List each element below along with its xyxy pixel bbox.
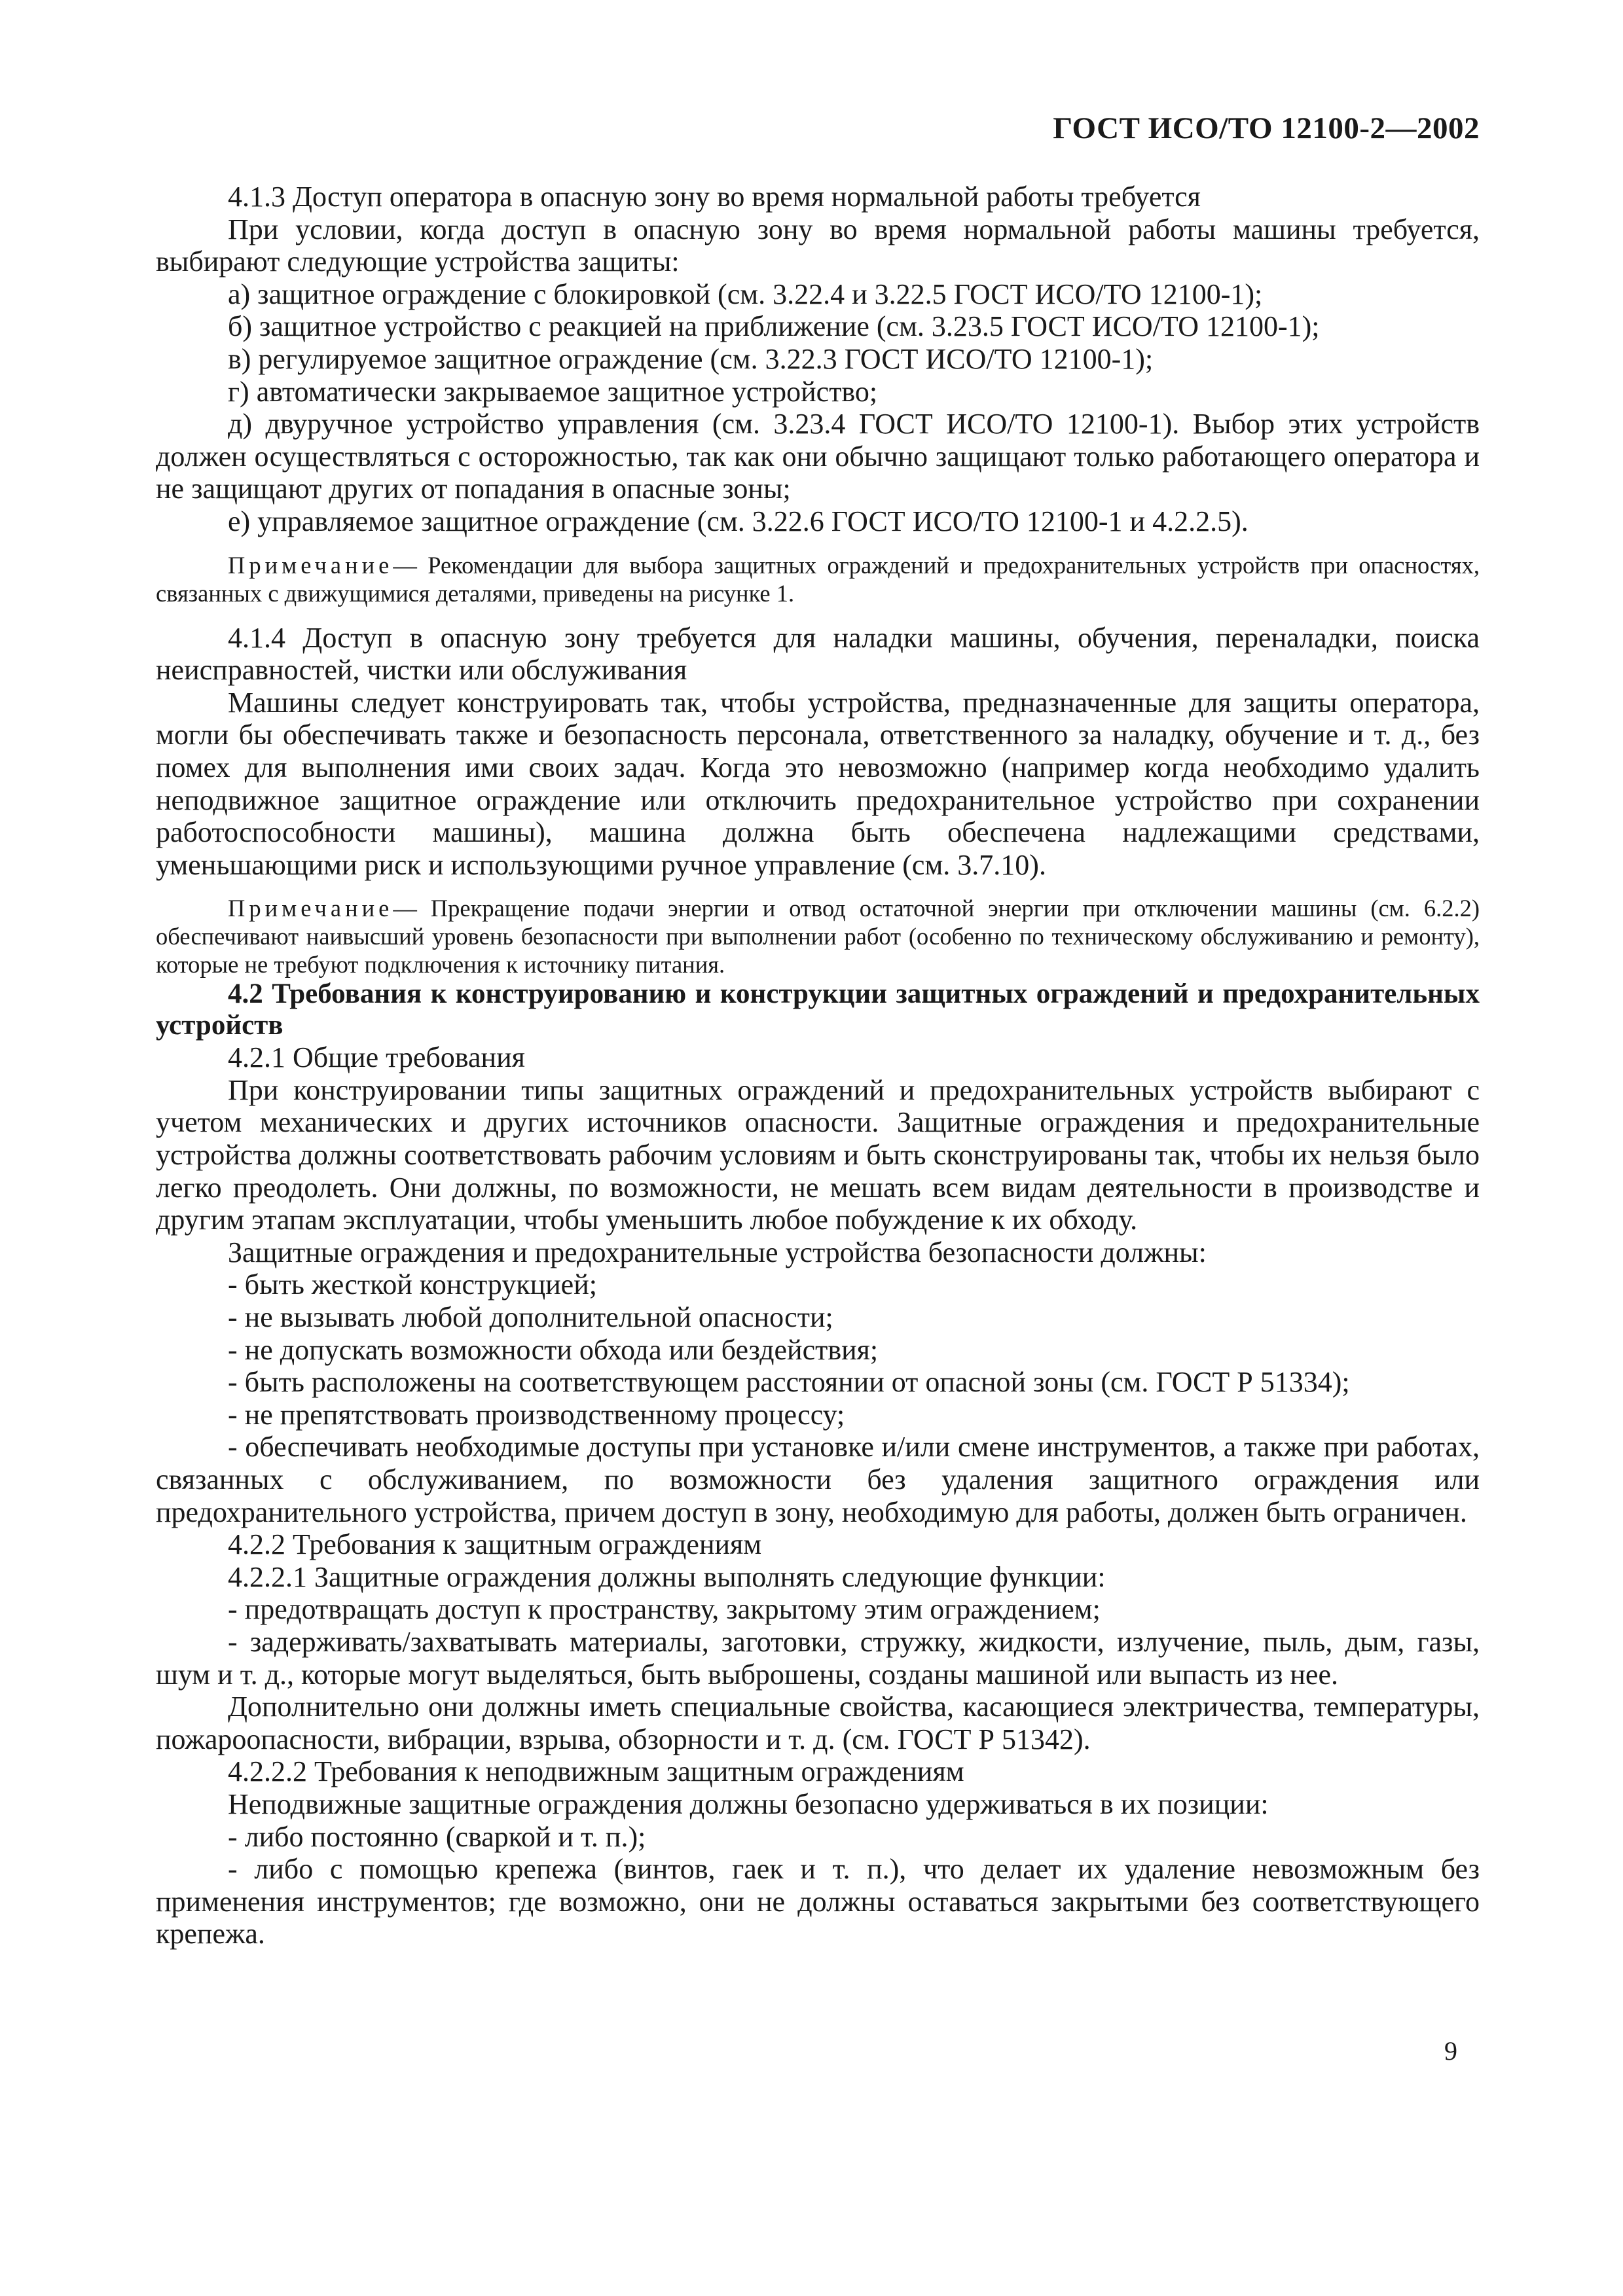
clause-4-2-2-1-extra: Дополнительно они должны иметь специальные свойства, касающиеся электричества, температуры, пожароопасности, вибрации, взрыва, обзорности и т. д. (см. ГОСТ Р 51342).	[156, 1691, 1480, 1755]
clause-4-1-4-body: Машины следует конструировать так, чтобы устройства, предназначенные для защиты оператора, могли бы обеспечивать также и безопасность персонала, ответственного за наладку, обучение и т. д., без помех для выполнения ими своих задач. Когда это невозможно (например когда необходимо удалить неподвижное защитное ограждение или отключить предохранительное устройство при сохранении работоспособности машины), машина должна быть обеспечена надлежащими средствами, уменьшающими риск и использующими ручное управление (см. 3.7.10).	[156, 686, 1480, 881]
list-item: е) управляемое защитное ограждение (см. 3.22.6 ГОСТ ИСО/ТО 12100-1 и 4.2.2.5).	[228, 505, 1249, 537]
note-4-1-4	[156, 894, 1480, 978]
clause-4-2-2-title: 4.2.2 Требования к защитным ограждениям	[228, 1528, 762, 1561]
list-item: а) защитное ограждение с блокировкой (см. 3.22.4 и 3.22.5 ГОСТ ИСО/ТО 12100-1);	[228, 278, 1263, 310]
clause-4-1-4-heading: 4.1.4 Доступ в опасную зону требуется для наладки машины, обучения, переналадки, поиска неисправностей, чистки или обслуживания	[156, 621, 1480, 687]
list-item: - либо с помощью крепежа (винтов, гаек и т. п.), что делает их удаление невозможным без применения инструментов; где возможно, они не должны оставаться закрытыми без соответствующего крепежа.	[156, 1853, 1480, 1950]
list-item: б) защитное устройство с реакцией на приближение (см. 3.23.5 ГОСТ ИСО/ТО 12100-1);	[228, 310, 1320, 343]
clause-4-1-3-heading: 4.1.3 Доступ оператора в опасную зону во время нормальной работы требуется	[228, 181, 1201, 213]
list-item: - не допускать возможности обхода или бездействия;	[228, 1333, 879, 1366]
section-4-2-heading: 4.2 Требования к конструированию и конструкции защитных ограждений и предохранительных устройств	[156, 978, 1480, 1041]
note-label: Примечание	[228, 551, 393, 579]
list-item: - не препятствовать производственному процессу;	[228, 1398, 845, 1431]
list-item: - либо постоянно (сваркой и т. п.);	[228, 1820, 646, 1853]
clause-4-2-1-list-intro: Защитные ограждения и предохранительные устройства безопасности должны:	[228, 1236, 1207, 1268]
list-item: - обеспечивать необходимые доступы при установке и/или смене инструментов, а также при работах, связанных с обслуживанием, по возможности без удаления защитного ограждения или предохранительного устройства, причем доступ в зону, необходимую для работы, должен быть ограничен.	[156, 1431, 1480, 1528]
list-item: в) регулируемое защитное ограждение (см. 3.22.3 ГОСТ ИСО/ТО 12100-1);	[228, 342, 1154, 375]
note-text: — Рекомендации для выбора защитных ограждений и предохранительных устройств при опасностях, связанных с движущимися деталями, приведены на рисунке 1.	[156, 551, 1480, 607]
list-item: г) автоматически закрываемое защитное устройство;	[228, 375, 878, 408]
note-label: Примечание	[228, 895, 393, 922]
list-item: - быть расположены на соответствующем расстоянии от опасной зоны (см. ГОСТ Р 51334);	[228, 1366, 1350, 1399]
document-page	[156, 110, 1480, 1950]
list-item: - быть жесткой конструкцией;	[228, 1268, 597, 1301]
clause-4-2-1-title: 4.2.1 Общие требования	[228, 1041, 525, 1074]
document-header: ГОСТ ИСО/ТО 12100-2—2002	[1053, 111, 1480, 145]
clause-4-2-2-1-title: 4.2.2.1 Защитные ограждения должны выполнять следующие функции:	[228, 1560, 1106, 1593]
list-item: - предотвращать доступ к пространству, закрытому этим ограждением;	[228, 1593, 1101, 1626]
list-item: д) двуручное устройство управления (см. 3.23.4 ГОСТ ИСО/ТО 12100-1). Выбор этих устройств должен осуществляться с осторожностью, так как они обычно защищают только работающего оператора и не защищают других от попадания в опасные зоны;	[156, 408, 1480, 505]
note-text: — Прекращение подачи энергии и отвод остаточной энергии при отключении машины (см. 6.2.2) обеспечивают наивысший уровень безопасности при выполнении работ (особенно по техническому обслуживанию и ремонту), которые не требуют подключения к источнику питания.	[156, 895, 1480, 978]
list-item: - задерживать/захватывать материалы, заготовки, стружку, жидкости, излучение, пыль, дым, газы, шум и т. д., которые могут выделяться, быть выброшены, созданы машиной или выпасть из нее.	[156, 1625, 1480, 1691]
clause-4-2-2-2-intro: Неподвижные защитные ограждения должны безопасно удерживаться в их позиции:	[228, 1787, 1269, 1820]
page-number: 9	[1444, 2036, 1457, 2066]
clause-4-2-1-body: При конструировании типы защитных ограждений и предохранительных устройств выбирают с учетом механических и других источников опасности. Защитные ограждения и предохранительные устройства должны соответствовать рабочим условиям и быть сконструированы так, чтобы их нельзя было легко преодолеть. Они должны, по возможности, не мешать всем видам деятельности в производстве и другим этапам эксплуатации, чтобы уменьшить любое побуждение к их обходу.	[156, 1073, 1480, 1236]
clause-4-1-3-intro: При условии, когда доступ в опасную зону во время нормальной работы машины требуется, выбирают следующие устройства защиты:	[156, 213, 1480, 278]
note-4-1-3	[156, 551, 1480, 607]
list-item: - не вызывать любой дополнительной опасности;	[228, 1301, 833, 1334]
clause-4-2-2-2-title: 4.2.2.2 Требования к неподвижным защитным ограждениям	[228, 1755, 964, 1788]
